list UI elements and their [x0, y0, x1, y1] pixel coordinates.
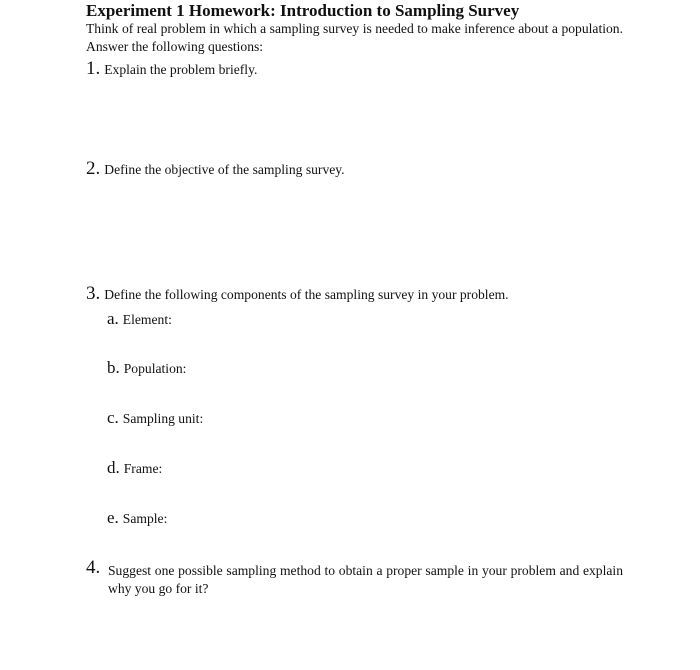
question-text: Define the following components of the sampling survey in your problem. [104, 287, 509, 302]
question-text: Explain the problem briefly. [104, 62, 258, 77]
component-sample [107, 508, 167, 528]
question-1 [86, 58, 257, 80]
question-number: 3. [86, 283, 101, 304]
component-population [107, 358, 186, 378]
component-letter: a. [107, 309, 119, 328]
component-label: Sampling unit: [122, 411, 204, 426]
component-letter: b. [107, 358, 120, 377]
question-number: 2. [86, 158, 101, 179]
component-sampling-unit [107, 408, 203, 428]
question-number: 4. [86, 557, 101, 578]
component-label: Element: [122, 312, 172, 327]
question-number: 1. [86, 58, 101, 79]
question-text: Define the objective of the sampling survey. [104, 162, 345, 177]
component-element [107, 309, 172, 329]
component-letter: e. [107, 508, 119, 527]
component-label: Population: [123, 361, 187, 376]
component-frame [107, 458, 162, 478]
question-2 [86, 158, 345, 180]
component-letter: d. [107, 458, 120, 477]
page-title: Experiment 1 Homework: Introduction to Sampling Survey [86, 1, 520, 20]
component-letter: c. [107, 408, 119, 427]
question-text: Suggest one possible sampling method to obtain a proper sample in your problem and explain why you go for it? [108, 563, 623, 596]
component-label: Frame: [123, 461, 163, 476]
intro-paragraph: Think of real problem in which a sampling survey is needed to make inference about a population. Answer the following questions: [86, 21, 623, 54]
component-label: Sample: [122, 511, 168, 526]
question-4 [86, 557, 623, 596]
question-3 [86, 283, 509, 305]
